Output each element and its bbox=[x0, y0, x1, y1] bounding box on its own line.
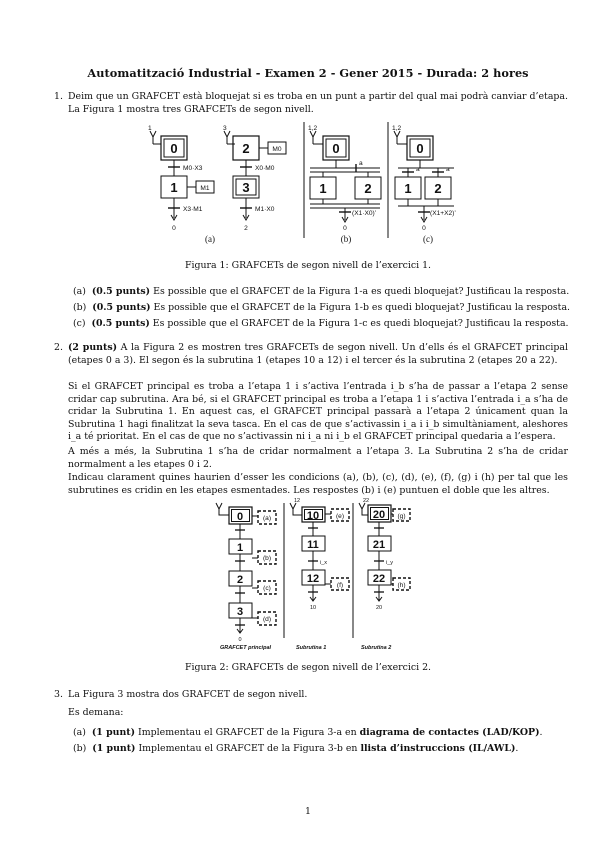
fig1a-action1: M1 bbox=[200, 185, 210, 192]
q1-item-a: (a) (0.5 punts) Es possible que el GRAFCET de la Figura 1-a es quedi bloquejat? Justificau la resposta. bbox=[73, 286, 570, 297]
fig1c-caption: (c) bbox=[423, 234, 433, 244]
fig2-main-end: 0 bbox=[238, 637, 242, 643]
fig2-sub1-step-10: 10 bbox=[306, 510, 320, 522]
fig1a-trans2: X3·M1 bbox=[183, 206, 203, 213]
fig2-sub1-trans: i_x bbox=[320, 560, 328, 566]
q3-item-b: (b) (1 punt) Implementau el GRAFCET de la Figura 3-b en llista d’instruccions (IL/AWL). bbox=[73, 743, 519, 754]
q3-ask: Es demana: bbox=[68, 707, 124, 718]
fig2-box-a: (a) bbox=[262, 515, 272, 522]
q2-p4: Indicau clarament quines haurien d’esser les condicions (a), (b), (c), (d), (e), (f), (g) i (h) per tal que les subrutines es cridin en les etapes esmentades. Les respostes (b) i (e) puntuen el doble que les altres. bbox=[68, 472, 568, 496]
fig1a2-step0: 2 bbox=[242, 141, 250, 156]
figure-1 bbox=[140, 120, 460, 250]
fig1b-init-label: 1,2 bbox=[308, 125, 318, 132]
fig1b-step2: 2 bbox=[364, 181, 372, 196]
q2-p1: (2 punts) A la Figura 2 es mostren tres GRAFCETs de segon nivell. Un d’ells és el GRAFCET principal (etapes 0 a 3). El segon és la subrutina 1 (etapes 10 a 12) i el tercer és la subrutina 2 (etapes 20 a 22). bbox=[68, 342, 568, 366]
q1-intro: Deim que un GRAFCET està bloquejat si es troba en un punt a partir del qual mai podrà canviar d’etapa. La Figura 1 mostra tres GRAFCETs de segon nivell. bbox=[68, 91, 568, 115]
fig2-sub1-init: 12 bbox=[294, 498, 301, 504]
fig1a-end: 0 bbox=[172, 225, 176, 232]
fig1c-step0: 0 bbox=[416, 141, 424, 156]
q3-intro: La Figura 3 mostra dos GRAFCET de segon nivell. bbox=[68, 689, 308, 700]
fig2-box-b: (b) bbox=[262, 555, 272, 562]
fig1a-trans1: M0·X3 bbox=[183, 165, 203, 172]
fig1b-step1: 1 bbox=[319, 181, 327, 196]
figure-2 bbox=[212, 498, 412, 653]
fig2-box-g: (g) bbox=[397, 513, 406, 520]
q1-item-b: (b) (0.5 punts) Es possible que el GRAFCET de la Figura 1-b es quedi bloquejat? Justificau la resposta. bbox=[73, 302, 571, 313]
fig2-sub1-step-12: 12 bbox=[306, 573, 320, 585]
fig1a2-trans1: X0·M0 bbox=[255, 165, 275, 172]
fig1c-init-label: 1,2 bbox=[392, 125, 402, 132]
fig1a2-action0: M0 bbox=[272, 146, 282, 153]
q1-item-c: (c) (0.5 punts) Es possible que el GRAFCET de la Figura 1-c es quedi bloquejat? Justificau la resposta. bbox=[73, 318, 569, 329]
q3-item-a: (a) (1 punt) Implementau el GRAFCET de la Figura 3-a en diagrama de contactes (LAD/KOP). bbox=[73, 727, 543, 738]
fig2-sub1-end: 10 bbox=[309, 605, 317, 611]
fig2-sub2-trans: i_y bbox=[386, 560, 394, 566]
fig1a2-init-label: 3 bbox=[223, 125, 227, 132]
figure-1-caption: Figura 1: GRAFCETs de segon nivell de l’exercici 1. bbox=[184, 260, 432, 271]
fig2-sub2-step-21: 21 bbox=[372, 539, 386, 551]
fig1c-step1: 1 bbox=[404, 181, 412, 196]
fig1a2-end: 2 bbox=[244, 225, 248, 232]
fig2-box-h: (h) bbox=[397, 582, 406, 589]
q1-number: 1. bbox=[54, 91, 63, 102]
page-title: Automatització Industrial - Examen 2 - Gener 2015 - Durada: 2 hores bbox=[87, 66, 529, 80]
fig1b-div: a bbox=[359, 160, 363, 167]
fig2-sub2-step-20: 20 bbox=[372, 509, 386, 521]
fig1b-step0: 0 bbox=[332, 141, 340, 156]
fig1a-caption: (a) bbox=[205, 234, 215, 244]
figure-2-caption: Figura 2: GRAFCETs de segon nivell de l’exercici 2. bbox=[184, 662, 432, 673]
fig1a-step1: 1 bbox=[170, 180, 178, 195]
fig2-box-f: (f) bbox=[336, 582, 344, 589]
fig1c-end: 0 bbox=[422, 225, 426, 232]
q2-number: 2. bbox=[54, 342, 63, 353]
fig2-sub2-label: Subrutina 2 bbox=[361, 645, 392, 651]
fig2-main-label: GRAFCET principal bbox=[220, 645, 272, 651]
fig2-box-d: (d) bbox=[262, 616, 272, 623]
fig2-main-step-3: 3 bbox=[236, 606, 244, 618]
fig1c-step2: 2 bbox=[434, 181, 442, 196]
fig1b-end: 0 bbox=[343, 225, 347, 232]
q3-number: 3. bbox=[54, 689, 63, 700]
fig1c-cond: (X1+X2)’ bbox=[430, 210, 456, 217]
fig1a-init-label: 1 bbox=[148, 125, 152, 132]
page-number: 1 bbox=[305, 806, 311, 817]
fig1a-step0: 0 bbox=[170, 141, 178, 156]
q2-p2: Si el GRAFCET principal es troba a l’etapa 1 i s’activa l’entrada i_b s’ha de passar a l’etapa 2 sense cridar cap subrutina. Ara bé, si el GRAFCET principal es troba a l’etapa 1 i s’activa l’entrada i_a s’ha de cridar la Subrutina 1. En aquest cas, el GRAFCET principal passarà a l’etapa 2 únicament quan la Subrutina 1 hagi finalitzat la seva tasca. En el cas de que s’activassin i_a i i_b simultàniament, aleshores i_a té prioritat. En el cas de que no s’activassin ni i_a ni i_b el GRAFCET principal quedaria a l’espera. bbox=[68, 381, 568, 443]
q2-p3: A més a més, la Subrutina 1 s’ha de cridar normalment a l’etapa 3. La Subrutina 2 s’ha de cridar normalment a les etapes 0 i 2. bbox=[68, 446, 568, 470]
fig2-main-step-1: 1 bbox=[236, 542, 244, 554]
fig1a2-trans2: M1·X0 bbox=[255, 206, 275, 213]
fig2-box-c: (c) bbox=[263, 585, 271, 592]
fig2-main-step-0: 0 bbox=[236, 511, 244, 523]
fig1b-cond: (X1·X0)’ bbox=[352, 210, 377, 217]
fig1b-caption: (b) bbox=[340, 234, 352, 244]
fig2-sub2-step-22: 22 bbox=[372, 573, 386, 585]
fig2-sub2-end: 20 bbox=[375, 605, 383, 611]
fig2-main-step-2: 2 bbox=[236, 574, 244, 586]
fig1c-div-a: a bbox=[416, 166, 420, 173]
fig2-box-e: (e) bbox=[335, 513, 345, 520]
fig1c-div-b: a bbox=[446, 166, 450, 173]
fig2-sub1-label: Subrutina 1 bbox=[296, 645, 327, 651]
fig2-sub1-step-11: 11 bbox=[307, 539, 319, 551]
fig2-sub2-init: 22 bbox=[363, 498, 370, 504]
fig1a2-step1: 3 bbox=[242, 180, 250, 195]
